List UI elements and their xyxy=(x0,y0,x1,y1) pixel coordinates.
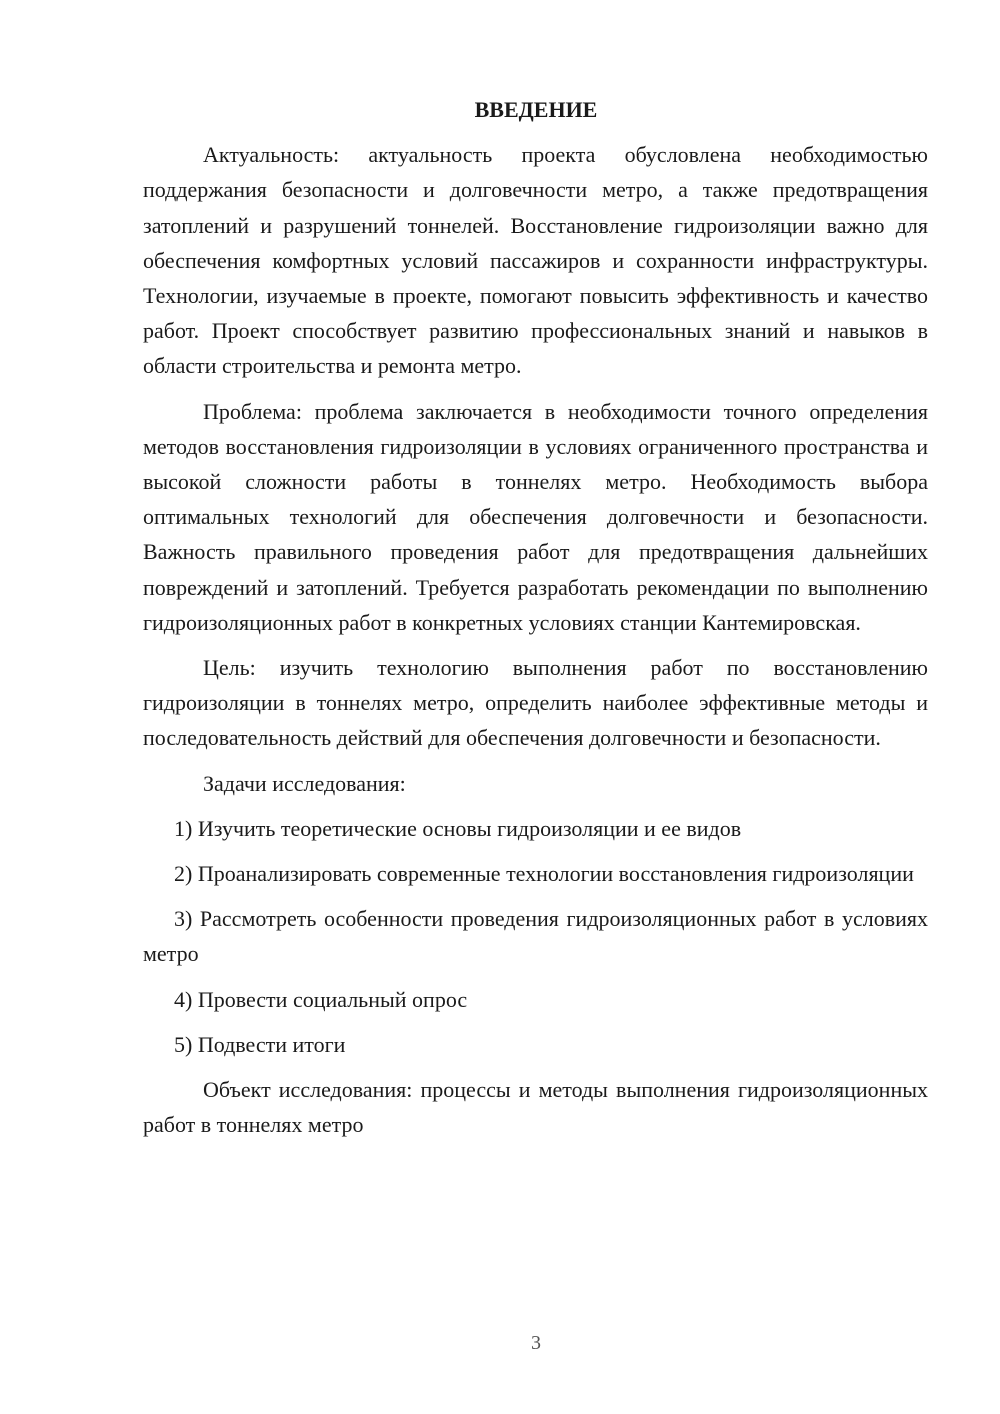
paragraph-object: Объект исследования: процессы и методы выполнения гидроизоляционных работ в тоннелях метро xyxy=(143,1077,928,1138)
task-item-1: 1) Изучить теоретические основы гидроизоляции и ее видов xyxy=(174,815,742,841)
task-item-5: 5) Подвести итоги xyxy=(174,1031,346,1057)
document-body xyxy=(143,92,928,1152)
task-item-2: 2) Проанализировать современные технологии восстановления гидроизоляции xyxy=(174,861,914,887)
paragraph-tasks-heading: Задачи исследования: xyxy=(203,770,406,796)
task-item-3: 3) Рассмотреть особенности проведения гидроизоляционных работ в условиях метро xyxy=(143,906,928,967)
paragraph-relevance: Актуальность: актуальность проекта обусловлена необходимостью поддержания безопасности и долговечности метро, а также предотвращения затоплений и разрушений тоннелей. Восстановление гидроизоляции важно для обеспечения комфортных условий пассажиров и сохранности инфраструктуры. Технологии, изучаемые в проекте, помогают повысить эффективность и качество работ. Проект способствует развитию профессиональных знаний и навыков в области строительства и ремонта метро. xyxy=(143,142,928,379)
page-number: 3 xyxy=(531,1332,541,1354)
section-title: ВВЕДЕНИЕ xyxy=(474,97,598,122)
paragraph-goal: Цель: изучить технологию выполнения работ по восстановлению гидроизоляции в тоннелях метро, определить наиболее эффективные методы и последовательность действий для обеспечения долговечности и безопасности. xyxy=(143,655,928,751)
task-item-4: 4) Провести социальный опрос xyxy=(174,986,468,1012)
paragraph-problem: Проблема: проблема заключается в необходимости точного определения методов восстановления гидроизоляции в условиях ограниченного пространства и высокой сложности работы в тоннелях метро. Необходимость выбора оптимальных технологий для обеспечения долговечности и безопасности. Важность правильного проведения работ для предотвращения дальнейших повреждений и затоплений. Требуется разработать рекомендации по выполнению гидроизоляционных работ в конкретных условиях станции Кантемировская. xyxy=(143,398,928,635)
